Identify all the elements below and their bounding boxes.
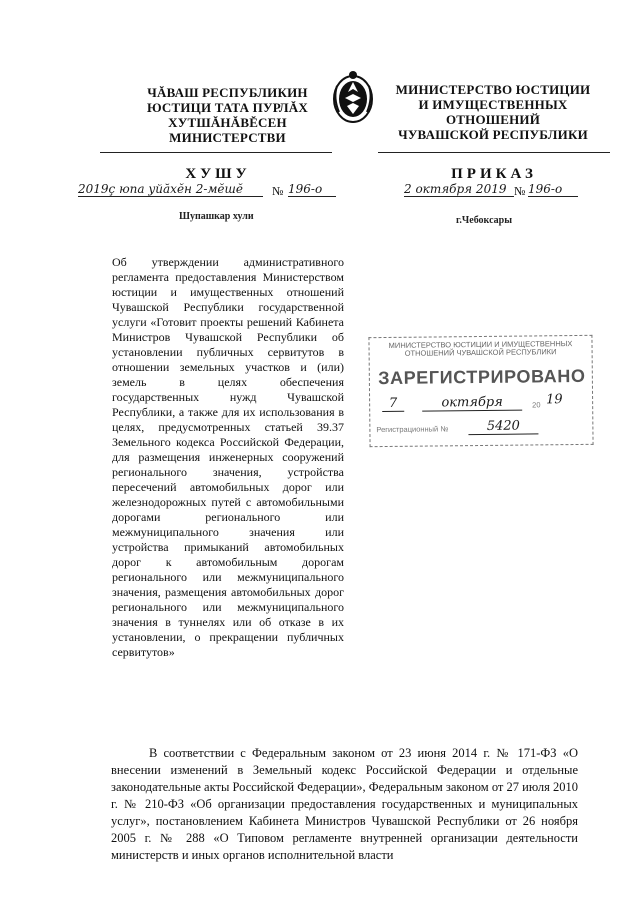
document-subject: Об утверждении административного регламента предоставления Министерством юстиции и имущественных отношений Чувашской Республики государственной услуги «Готовит проекты решений Кабинета Министров Чувашской Республики об установлении публичных сервитутов в отношении земельных участков и (или) земель в целях обеспечения государственных нужд Чувашской Республики, а также для их использования в целях, предусмотренных статьей 39.37 Земельного кодекса Российской Федерации, для размещения инженерных сооружений регионального значения, устройства пересечений автомобильных дорог или железнодорожных путей с автомобильными дорогами регионального или межмуниципального значения или устройства примыканий автомобильных дорог к автомобильным дорогам регионального или межмуниципального значения, размещения автомобильных дорог регионального или межмуниципального значения в туннелях или об отказе в их установлении, о прекращении публичных сервитутов» — [112, 255, 344, 659]
chuvash-republic-emblem — [331, 68, 375, 128]
date-handwritten-russian: 2 октября 2019 — [404, 182, 514, 197]
stamp-year: 19 — [546, 392, 563, 408]
body-paragraph — [111, 745, 578, 864]
number-handwritten-russian: 196-о — [528, 182, 578, 197]
stamp-year-prefix: 20 — [532, 400, 541, 410]
org-name-chuvash: ЧĂВАШ РЕСПУБЛИКИН ЮСТИЦИ ТАТА ПУРЛĂХ ХУТШĂНĂВĔСЕН МИНИСТЕРСТВИ — [147, 85, 308, 145]
org-name-russian: МИНИСТЕРСТВО ЮСТИЦИИ И ИМУЩЕСТВЕННЫХ ОТНОШЕНИЙ ЧУВАШСКОЙ РЕСПУБЛИКИ — [395, 82, 591, 142]
stamp-date-row — [380, 392, 580, 414]
stamp-organization: МИНИСТЕРСТВО ЮСТИЦИИ И ИМУЩЕСТВЕННЫХ ОТНОШЕНИЙ ЧУВАШСКОЙ РЕСПУБЛИКИ — [388, 339, 573, 358]
registration-stamp — [368, 335, 593, 447]
stamp-day: 7 — [382, 396, 404, 412]
doc-type-chuvash: ХУШУ — [185, 166, 251, 182]
header-rule-right — [378, 152, 610, 153]
stamp-reg-number: 5420 — [468, 418, 538, 435]
stamp-registration-row — [376, 418, 586, 438]
place-chuvash: Шупашкар хули — [179, 211, 254, 222]
number-label-russian: № — [514, 184, 526, 198]
place-russian: г.Чебоксары — [456, 215, 513, 226]
stamp-month: октября — [422, 395, 522, 412]
stamp-status: ЗАРЕГИСТРИРОВАНО — [378, 365, 586, 389]
header-rule-left — [100, 152, 332, 153]
doc-type-russian: ПРИКАЗ — [451, 166, 537, 182]
body-paragraph-text: В соответствии с Федеральным законом от 23 июня 2014 г. № 171-ФЗ «О внесении изменений в Земельный кодекс Российской Федерации и отдельные законодательные акты Российской Федерации», Федеральным законом от 27 июля 2010 г. № 210-ФЗ «Об организации предоставления государственных и муниципальных услуг», постановлением Кабинета Министров Чувашской Республики от 26 ноября 2005 г. № 288 «О Типовом регламенте внутренней организации деятельности министерств и иных органов исполнительной власти — [111, 746, 578, 862]
number-label-chuvash: № — [272, 184, 284, 198]
date-handwritten-chuvash: 2019ç юпа уйăхĕн 2-мĕшĕ — [78, 182, 263, 197]
stamp-reg-label: Регистрационный № — [376, 424, 449, 435]
number-handwritten-chuvash: 196-о — [288, 182, 336, 197]
